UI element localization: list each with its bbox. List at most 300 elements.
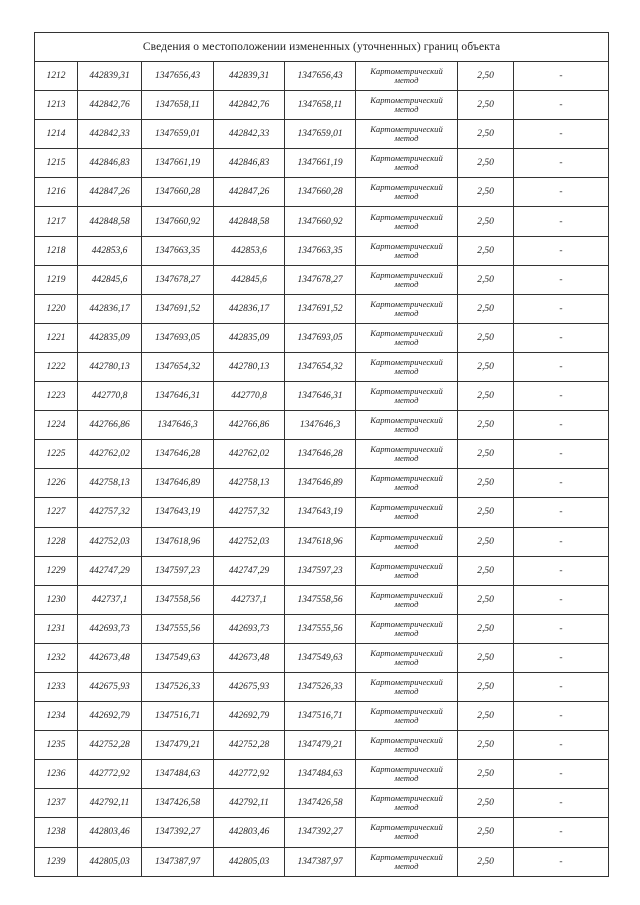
note-cell: -: [514, 585, 609, 614]
point-number-cell: 1221: [35, 323, 78, 352]
new-x-cell: 442752,03: [214, 527, 285, 556]
note-cell: -: [514, 818, 609, 847]
accuracy-cell: 2,50: [458, 207, 514, 236]
method-cell: [356, 265, 458, 294]
note-cell: -: [514, 702, 609, 731]
method-line-2: метод: [394, 627, 419, 638]
new-x-cell: 442853,6: [214, 236, 285, 265]
new-x-cell: 442673,48: [214, 643, 285, 672]
existing-y-cell: 1347658,11: [142, 91, 214, 120]
method-line-1: Картометрический: [370, 327, 443, 338]
point-number-cell: 1234: [35, 702, 78, 731]
existing-x-cell: 442847,26: [78, 178, 142, 207]
table-row: [35, 789, 609, 818]
method-cell: [356, 789, 458, 818]
new-y-cell: 1347558,56: [285, 585, 356, 614]
table-body: [35, 62, 609, 877]
method-line-2: метод: [394, 569, 419, 580]
existing-x-cell: 442845,6: [78, 265, 142, 294]
table-row: [35, 236, 609, 265]
note-cell: -: [514, 760, 609, 789]
new-y-cell: 1347646,28: [285, 440, 356, 469]
table-row: [35, 178, 609, 207]
method-cell: [356, 149, 458, 178]
new-y-cell: 1347646,31: [285, 382, 356, 411]
accuracy-cell: 2,50: [458, 818, 514, 847]
table-row: [35, 294, 609, 323]
method-cell: [356, 294, 458, 323]
accuracy-cell: 2,50: [458, 294, 514, 323]
method-line-2: метод: [394, 336, 419, 347]
method-line-1: Картометрический: [370, 531, 443, 542]
new-x-cell: 442757,32: [214, 498, 285, 527]
point-number-cell: 1217: [35, 207, 78, 236]
existing-y-cell: 1347597,23: [142, 556, 214, 585]
new-x-cell: 442770,8: [214, 382, 285, 411]
note-cell: -: [514, 672, 609, 701]
existing-y-cell: 1347659,01: [142, 120, 214, 149]
method-line-2: метод: [394, 656, 419, 667]
existing-y-cell: 1347618,96: [142, 527, 214, 556]
method-cell: [356, 207, 458, 236]
table-row: [35, 207, 609, 236]
new-y-cell: 1347392,27: [285, 818, 356, 847]
existing-x-cell: 442846,83: [78, 149, 142, 178]
method-cell: [356, 498, 458, 527]
method-cell: [356, 585, 458, 614]
note-cell: -: [514, 294, 609, 323]
method-line-1: Картометрический: [370, 182, 443, 193]
existing-x-cell: 442772,92: [78, 760, 142, 789]
method-cell: [356, 731, 458, 760]
existing-y-cell: 1347479,21: [142, 731, 214, 760]
new-y-cell: 1347678,27: [285, 265, 356, 294]
new-x-cell: 442747,29: [214, 556, 285, 585]
existing-y-cell: 1347549,63: [142, 643, 214, 672]
new-x-cell: 442839,31: [214, 62, 285, 91]
method-line-2: метод: [394, 482, 419, 493]
method-line-2: метод: [394, 104, 419, 115]
accuracy-cell: 2,50: [458, 120, 514, 149]
note-cell: -: [514, 178, 609, 207]
method-cell: [356, 91, 458, 120]
method-line-1: Картометрический: [370, 589, 443, 600]
method-line-1: Картометрический: [370, 851, 443, 862]
table-row: [35, 265, 609, 294]
existing-y-cell: 1347646,28: [142, 440, 214, 469]
new-y-cell: 1347691,52: [285, 294, 356, 323]
method-line-1: Картометрический: [370, 735, 443, 746]
new-y-cell: 1347656,43: [285, 62, 356, 91]
existing-y-cell: 1347693,05: [142, 323, 214, 352]
method-line-2: метод: [394, 75, 419, 86]
method-line-2: метод: [394, 424, 419, 435]
accuracy-cell: 2,50: [458, 469, 514, 498]
method-cell: [356, 382, 458, 411]
note-cell: -: [514, 847, 609, 876]
accuracy-cell: 2,50: [458, 440, 514, 469]
existing-x-cell: 442693,73: [78, 614, 142, 643]
existing-x-cell: 442836,17: [78, 294, 142, 323]
existing-x-cell: 442848,58: [78, 207, 142, 236]
method-cell: [356, 120, 458, 149]
new-y-cell: 1347516,71: [285, 702, 356, 731]
new-x-cell: 442835,09: [214, 323, 285, 352]
existing-x-cell: 442842,33: [78, 120, 142, 149]
table-row: [35, 91, 609, 120]
method-line-2: метод: [394, 802, 419, 813]
point-number-cell: 1233: [35, 672, 78, 701]
new-y-cell: 1347646,89: [285, 469, 356, 498]
existing-x-cell: 442835,09: [78, 323, 142, 352]
new-y-cell: 1347658,11: [285, 91, 356, 120]
new-y-cell: 1347663,35: [285, 236, 356, 265]
new-y-cell: 1347660,28: [285, 178, 356, 207]
method-cell: [356, 702, 458, 731]
point-number-cell: 1232: [35, 643, 78, 672]
table-row: [35, 149, 609, 178]
note-cell: -: [514, 614, 609, 643]
new-y-cell: 1347426,58: [285, 789, 356, 818]
method-line-1: Картометрический: [370, 415, 443, 426]
note-cell: -: [514, 527, 609, 556]
table-row: [35, 556, 609, 585]
new-x-cell: 442766,86: [214, 411, 285, 440]
method-line-2: метод: [394, 744, 419, 755]
method-line-2: метод: [394, 220, 419, 231]
note-cell: -: [514, 440, 609, 469]
method-line-2: метод: [394, 133, 419, 144]
accuracy-cell: 2,50: [458, 527, 514, 556]
new-x-cell: 442693,73: [214, 614, 285, 643]
note-cell: -: [514, 411, 609, 440]
existing-x-cell: 442758,13: [78, 469, 142, 498]
new-y-cell: 1347387,97: [285, 847, 356, 876]
existing-y-cell: 1347484,63: [142, 760, 214, 789]
accuracy-cell: 2,50: [458, 702, 514, 731]
new-x-cell: 442762,02: [214, 440, 285, 469]
table-row: [35, 440, 609, 469]
new-x-cell: 442675,93: [214, 672, 285, 701]
accuracy-cell: 2,50: [458, 498, 514, 527]
method-line-2: метод: [394, 715, 419, 726]
table-row: [35, 382, 609, 411]
existing-x-cell: 442839,31: [78, 62, 142, 91]
method-line-1: Картометрический: [370, 647, 443, 658]
method-line-1: Картометрический: [370, 677, 443, 688]
existing-x-cell: 442770,8: [78, 382, 142, 411]
existing-x-cell: 442803,46: [78, 818, 142, 847]
method-line-1: Картометрический: [370, 822, 443, 833]
method-line-1: Картометрический: [370, 764, 443, 775]
table-row: [35, 614, 609, 643]
new-y-cell: 1347643,19: [285, 498, 356, 527]
new-y-cell: 1347654,32: [285, 352, 356, 381]
existing-x-cell: 442675,93: [78, 672, 142, 701]
existing-x-cell: 442752,28: [78, 731, 142, 760]
existing-y-cell: 1347526,33: [142, 672, 214, 701]
table-row: [35, 731, 609, 760]
existing-y-cell: 1347643,19: [142, 498, 214, 527]
method-line-2: метод: [394, 773, 419, 784]
method-line-2: метод: [394, 686, 419, 697]
point-number-cell: 1239: [35, 847, 78, 876]
new-x-cell: 442780,13: [214, 352, 285, 381]
table-row: [35, 702, 609, 731]
method-cell: [356, 556, 458, 585]
method-line-1: Картометрический: [370, 502, 443, 513]
new-y-cell: 1347479,21: [285, 731, 356, 760]
note-cell: -: [514, 469, 609, 498]
existing-x-cell: 442692,79: [78, 702, 142, 731]
point-number-cell: 1226: [35, 469, 78, 498]
method-line-2: метод: [394, 365, 419, 376]
accuracy-cell: 2,50: [458, 236, 514, 265]
new-y-cell: 1347549,63: [285, 643, 356, 672]
new-x-cell: 442752,28: [214, 731, 285, 760]
method-cell: [356, 62, 458, 91]
method-cell: [356, 411, 458, 440]
existing-x-cell: 442805,03: [78, 847, 142, 876]
accuracy-cell: 2,50: [458, 556, 514, 585]
method-cell: [356, 760, 458, 789]
accuracy-cell: 2,50: [458, 323, 514, 352]
point-number-cell: 1227: [35, 498, 78, 527]
method-line-2: метод: [394, 278, 419, 289]
note-cell: -: [514, 323, 609, 352]
method-line-2: метод: [394, 162, 419, 173]
new-y-cell: 1347661,19: [285, 149, 356, 178]
point-number-cell: 1220: [35, 294, 78, 323]
existing-x-cell: 442780,13: [78, 352, 142, 381]
method-line-1: Картометрический: [370, 95, 443, 106]
existing-x-cell: 442673,48: [78, 643, 142, 672]
method-line-1: Картометрический: [370, 66, 443, 77]
table-title: Сведения о местоположении измененных (уточненных) границ объекта: [35, 33, 609, 62]
method-cell: [356, 643, 458, 672]
method-cell: [356, 440, 458, 469]
method-line-1: Картометрический: [370, 298, 443, 309]
method-line-1: Картометрический: [370, 211, 443, 222]
method-cell: [356, 323, 458, 352]
note-cell: -: [514, 149, 609, 178]
table-row: [35, 469, 609, 498]
accuracy-cell: 2,50: [458, 672, 514, 701]
method-line-2: метод: [394, 540, 419, 551]
accuracy-cell: 2,50: [458, 614, 514, 643]
existing-y-cell: 1347661,19: [142, 149, 214, 178]
method-line-1: Картометрический: [370, 560, 443, 571]
method-line-1: Картометрический: [370, 153, 443, 164]
point-number-cell: 1235: [35, 731, 78, 760]
new-x-cell: 442692,79: [214, 702, 285, 731]
table-row: [35, 818, 609, 847]
note-cell: -: [514, 498, 609, 527]
existing-x-cell: 442853,6: [78, 236, 142, 265]
existing-y-cell: 1347654,32: [142, 352, 214, 381]
existing-y-cell: 1347663,35: [142, 236, 214, 265]
method-line-1: Картометрический: [370, 356, 443, 367]
new-y-cell: 1347526,33: [285, 672, 356, 701]
new-x-cell: 442848,58: [214, 207, 285, 236]
method-line-1: Картометрический: [370, 706, 443, 717]
point-number-cell: 1231: [35, 614, 78, 643]
accuracy-cell: 2,50: [458, 585, 514, 614]
new-y-cell: 1347693,05: [285, 323, 356, 352]
method-line-2: метод: [394, 249, 419, 260]
method-line-1: Картометрический: [370, 473, 443, 484]
existing-y-cell: 1347387,97: [142, 847, 214, 876]
existing-x-cell: 442766,86: [78, 411, 142, 440]
method-cell: [356, 847, 458, 876]
note-cell: -: [514, 236, 609, 265]
new-y-cell: 1347618,96: [285, 527, 356, 556]
point-number-cell: 1218: [35, 236, 78, 265]
point-number-cell: 1214: [35, 120, 78, 149]
point-number-cell: 1238: [35, 818, 78, 847]
new-x-cell: 442836,17: [214, 294, 285, 323]
accuracy-cell: 2,50: [458, 178, 514, 207]
table-row: [35, 62, 609, 91]
new-x-cell: 442758,13: [214, 469, 285, 498]
new-x-cell: 442803,46: [214, 818, 285, 847]
new-x-cell: 442737,1: [214, 585, 285, 614]
table-row: [35, 760, 609, 789]
accuracy-cell: 2,50: [458, 149, 514, 178]
accuracy-cell: 2,50: [458, 760, 514, 789]
table-row: [35, 847, 609, 876]
method-line-2: метод: [394, 191, 419, 202]
note-cell: -: [514, 352, 609, 381]
accuracy-cell: 2,50: [458, 643, 514, 672]
note-cell: -: [514, 91, 609, 120]
new-x-cell: 442847,26: [214, 178, 285, 207]
method-cell: [356, 527, 458, 556]
point-number-cell: 1228: [35, 527, 78, 556]
new-y-cell: 1347484,63: [285, 760, 356, 789]
new-x-cell: 442842,76: [214, 91, 285, 120]
table-row: [35, 411, 609, 440]
method-cell: [356, 469, 458, 498]
existing-x-cell: 442752,03: [78, 527, 142, 556]
existing-y-cell: 1347660,28: [142, 178, 214, 207]
point-number-cell: 1215: [35, 149, 78, 178]
method-cell: [356, 352, 458, 381]
existing-y-cell: 1347656,43: [142, 62, 214, 91]
accuracy-cell: 2,50: [458, 91, 514, 120]
table-row: [35, 120, 609, 149]
note-cell: -: [514, 789, 609, 818]
accuracy-cell: 2,50: [458, 847, 514, 876]
note-cell: -: [514, 62, 609, 91]
point-number-cell: 1236: [35, 760, 78, 789]
existing-y-cell: 1347660,92: [142, 207, 214, 236]
method-line-1: Картометрический: [370, 444, 443, 455]
point-number-cell: 1222: [35, 352, 78, 381]
table-row: [35, 352, 609, 381]
new-y-cell: 1347646,3: [285, 411, 356, 440]
new-y-cell: 1347555,56: [285, 614, 356, 643]
point-number-cell: 1230: [35, 585, 78, 614]
method-cell: [356, 672, 458, 701]
existing-x-cell: 442757,32: [78, 498, 142, 527]
point-number-cell: 1224: [35, 411, 78, 440]
method-line-2: метод: [394, 831, 419, 842]
new-x-cell: 442842,33: [214, 120, 285, 149]
point-number-cell: 1229: [35, 556, 78, 585]
method-line-1: Картометрический: [370, 386, 443, 397]
point-number-cell: 1219: [35, 265, 78, 294]
new-y-cell: 1347660,92: [285, 207, 356, 236]
existing-y-cell: 1347678,27: [142, 265, 214, 294]
existing-x-cell: 442747,29: [78, 556, 142, 585]
note-cell: -: [514, 265, 609, 294]
new-x-cell: 442846,83: [214, 149, 285, 178]
new-x-cell: 442805,03: [214, 847, 285, 876]
existing-x-cell: 442842,76: [78, 91, 142, 120]
accuracy-cell: 2,50: [458, 411, 514, 440]
existing-y-cell: 1347426,58: [142, 789, 214, 818]
point-number-cell: 1216: [35, 178, 78, 207]
note-cell: -: [514, 643, 609, 672]
existing-y-cell: 1347646,89: [142, 469, 214, 498]
accuracy-cell: 2,50: [458, 265, 514, 294]
new-y-cell: 1347659,01: [285, 120, 356, 149]
method-line-1: Картометрический: [370, 124, 443, 135]
new-x-cell: 442772,92: [214, 760, 285, 789]
method-line-2: метод: [394, 307, 419, 318]
accuracy-cell: 2,50: [458, 62, 514, 91]
method-line-1: Картометрический: [370, 240, 443, 251]
note-cell: -: [514, 556, 609, 585]
table-row: [35, 672, 609, 701]
new-x-cell: 442792,11: [214, 789, 285, 818]
table-row: [35, 585, 609, 614]
existing-y-cell: 1347646,31: [142, 382, 214, 411]
accuracy-cell: 2,50: [458, 789, 514, 818]
table-row: [35, 323, 609, 352]
method-cell: [356, 236, 458, 265]
new-x-cell: 442845,6: [214, 265, 285, 294]
note-cell: -: [514, 120, 609, 149]
point-number-cell: 1225: [35, 440, 78, 469]
note-cell: -: [514, 207, 609, 236]
table-row: [35, 527, 609, 556]
existing-y-cell: 1347516,71: [142, 702, 214, 731]
method-line-2: метод: [394, 453, 419, 464]
method-line-2: метод: [394, 598, 419, 609]
existing-y-cell: 1347392,27: [142, 818, 214, 847]
accuracy-cell: 2,50: [458, 352, 514, 381]
method-line-1: Картометрический: [370, 269, 443, 280]
accuracy-cell: 2,50: [458, 731, 514, 760]
method-cell: [356, 614, 458, 643]
existing-x-cell: 442762,02: [78, 440, 142, 469]
note-cell: -: [514, 731, 609, 760]
table-row: [35, 643, 609, 672]
point-number-cell: 1213: [35, 91, 78, 120]
table-row: [35, 498, 609, 527]
existing-y-cell: 1347558,56: [142, 585, 214, 614]
method-line-2: метод: [394, 511, 419, 522]
existing-x-cell: 442737,1: [78, 585, 142, 614]
point-number-cell: 1223: [35, 382, 78, 411]
document-page: [34, 32, 608, 877]
note-cell: -: [514, 382, 609, 411]
method-line-2: метод: [394, 860, 419, 871]
point-number-cell: 1212: [35, 62, 78, 91]
accuracy-cell: 2,50: [458, 382, 514, 411]
